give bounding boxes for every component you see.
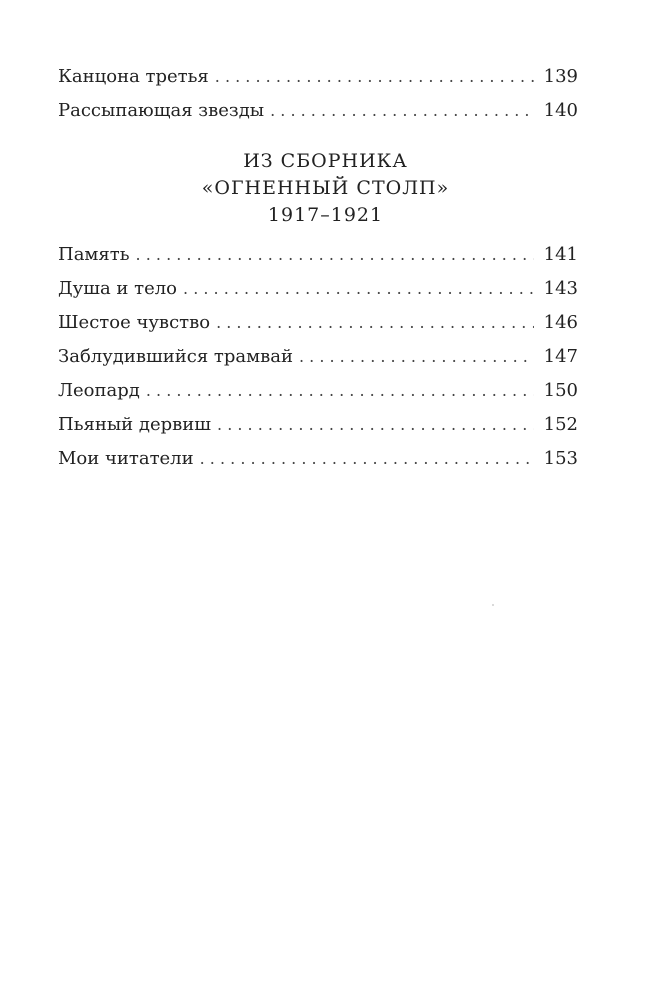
toc-entry-page: 150 bbox=[543, 380, 578, 401]
toc-entry-title: Заблудившийся трамвай bbox=[58, 346, 293, 367]
toc-entry bbox=[58, 374, 578, 408]
toc-entry bbox=[58, 306, 578, 340]
toc-entry bbox=[58, 442, 578, 476]
toc-entry-page: 139 bbox=[543, 66, 578, 87]
toc-entry-page: 143 bbox=[543, 278, 578, 299]
toc-dot-leader bbox=[299, 340, 534, 374]
toc-dot-leader bbox=[183, 272, 534, 306]
toc-entry bbox=[58, 94, 578, 128]
toc-entry bbox=[58, 340, 578, 374]
toc-entry-page: 146 bbox=[543, 312, 578, 333]
toc-entry-title: Канцона третья bbox=[58, 66, 209, 87]
toc-dot-leader bbox=[200, 442, 534, 476]
toc-entry-page: 140 bbox=[543, 100, 578, 121]
toc-entry bbox=[58, 408, 578, 442]
toc-entry-page: 153 bbox=[543, 448, 578, 469]
toc-entry-page: 141 bbox=[543, 244, 578, 265]
toc-list-ognenny-stolp bbox=[58, 238, 578, 476]
section-heading-years: 1917–1921 bbox=[267, 204, 384, 226]
section-heading-line1: ИЗ СБОРНИКА bbox=[243, 150, 408, 172]
toc-dot-leader bbox=[217, 408, 534, 442]
toc-dot-leader bbox=[136, 238, 534, 272]
toc-list-continued bbox=[58, 60, 578, 128]
toc-dot-leader bbox=[146, 374, 534, 408]
toc-entry-title: Леопард bbox=[58, 380, 140, 401]
toc-entry-page: 147 bbox=[543, 346, 578, 367]
toc-entry-title: Мои читатели bbox=[58, 448, 194, 469]
toc-entry bbox=[58, 238, 578, 272]
toc-entry bbox=[58, 272, 578, 306]
toc-dot-leader bbox=[216, 306, 534, 340]
toc-entry-page: 152 bbox=[543, 414, 578, 435]
toc-dot-leader bbox=[215, 60, 534, 94]
toc-entry-title: Пьяный дервиш bbox=[58, 414, 212, 435]
paper-speck bbox=[492, 604, 494, 606]
section-heading-line2: «ОГНЕННЫЙ СТОЛП» bbox=[201, 177, 450, 199]
toc-dot-leader bbox=[270, 94, 534, 128]
toc-entry-title: Душа и тело bbox=[58, 278, 178, 299]
toc-entry-title: Шестое чувство bbox=[58, 312, 211, 333]
toc-entry-title: Рассыпающая звезды bbox=[58, 100, 265, 121]
section-heading bbox=[0, 148, 651, 229]
toc-entry bbox=[58, 60, 578, 94]
toc-entry-title: Память bbox=[58, 244, 130, 265]
